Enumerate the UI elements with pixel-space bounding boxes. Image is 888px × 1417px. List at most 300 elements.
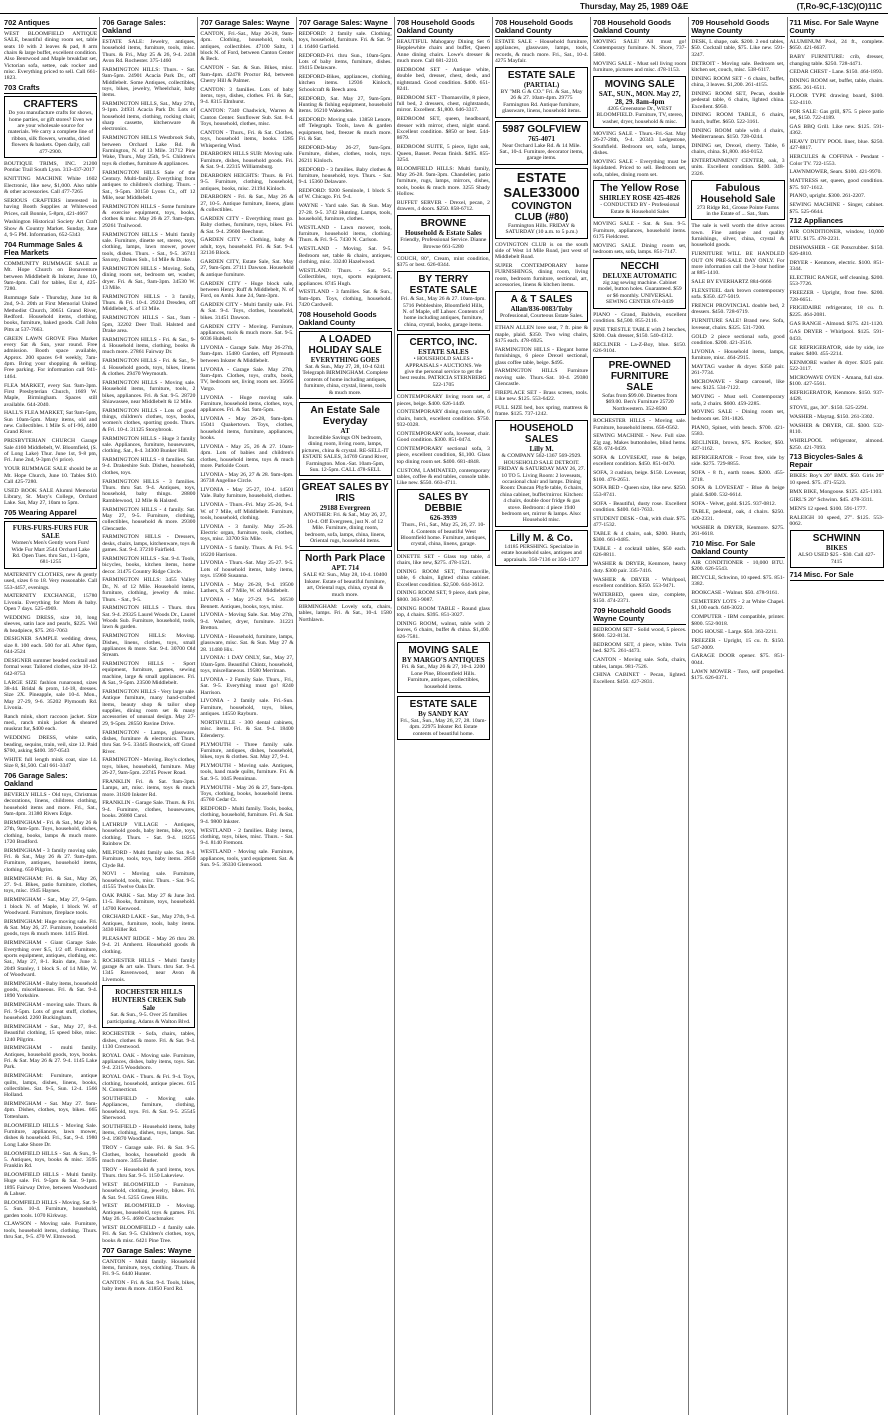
- classified-ad: ROCHESTER HILLS - Moving sale. Furniture, household items. 656-0562.: [593, 418, 687, 431]
- classified-ad: FARMINGTON HILLS - Dressers, desks, chairs, lamps, kitchenware, toys & games. Sat. 9-4. 37210 Fairfield.: [102, 534, 196, 554]
- classified-ad: BABY FURNITURE: crib, dresser, changing table. $250. 728-4471.: [789, 54, 884, 67]
- classified-ad: CANTON - Fri. & Sat. 9-4. Tools, bikes, baby items & more. 41850 Ford Rd.: [102, 1280, 196, 1293]
- classified-ad: BIRMINGHAM - Giant Garage Sale. Everything over $.5, 1/2 off. Furniture, sports equipment, antiques, clothing, etc. Sat., May 27, 8-1. Rain date, June 3. 2049 Stanley, 1 block S. of 14 Mile, W. of Woodward.: [4, 940, 98, 978]
- classified-ad: MATERNITY CLOTHES, new & gently used, sizes 6 to 18. Very reasonable. Call 553-4457, evenings.: [4, 571, 98, 591]
- classified-ad: GAS DRYER - Whirlpool. $125. 591-0433.: [789, 329, 884, 342]
- classified-ad: ENTERTAINMENT CENTER, oak, 3 units. Excellent condition. $400. 348-2326.: [691, 158, 785, 177]
- display-ad: [495, 121, 588, 165]
- classified-ad: DINING ROOM SET, Pecan, double pedestal table, 6 chairs, lighted china. Excellent. $950.: [691, 90, 785, 110]
- display-ad-body: Fri. & Sat., May 26 & 27. 10am-4pm. 5716 Pebbleshire, Bloomfield Hills, N. of Maple, off Lahser. Contents of home including antiques, furniture, china, crystal, books, garage items.: [400, 296, 486, 328]
- display-ad-body: Fri., Sat., Sun., May 26, 27, 28. 10am-4pm. 22975 Inkster Rd. Estate contents of beautiful home.: [400, 718, 487, 737]
- display-ad-headline: A LOADED HOLIDAY SALE: [308, 333, 382, 356]
- classified-ad: CANTON, Fri.-Sat., May 26-28, 9am-4pm. Clothing, household, tools, antiques, collectibles. 47100 Saltz, 1 block N. of Ford, between Canton Center & Beck.: [200, 31, 294, 63]
- classified-ad: CEMETERY LOTS - 2 at White Chapel. $1,100 each. 646-3022.: [691, 599, 785, 612]
- classified-column: [198, 17, 296, 1415]
- classified-ad: COUCH, 80", Cream, mint condition, $375 or best. 626-0344.: [396, 255, 490, 269]
- display-ad-subhead: 765-4071: [528, 134, 555, 143]
- section-header: 703 Crafts: [4, 84, 97, 94]
- classified-ad: GARDEN CITY - Moving. Furniture, appliances, tools & much more. Sat. 9-5. 6036 Hubbell.: [200, 323, 294, 343]
- classified-ad: FIREPLACE SET - Brass screen, tools. Like new. $125. 553-6422.: [494, 389, 589, 403]
- display-ad: [593, 258, 686, 309]
- display-ad-subhead: BIKES: [825, 544, 848, 553]
- classified-ad: REFRIGERATOR, Kenmore. $150. 937-4428.: [789, 390, 884, 403]
- classified-ad: BLOOMFIELD HILLS - Multi family. Huge sale. Fri. 9-5pm & Sat. 9-1pm. 1895 Fairway Drive, between Woodward & Lahser.: [4, 1172, 98, 1198]
- classified-ad: WEST BLOOMFIELD ANTIQUE SALE, beautiful dining room set, table seats 10 with 2 leaves & pad, 8 arm chairs & large buffet, excellent condition. Also Bentwood and Maple breakfast set, Victorian sofa, settee, oak rocker and misc. Everything priced to sell. Call 661-1823.: [4, 31, 98, 82]
- classified-ad: LIVONIA - Household, furniture, lamps, glassware, misc. Sat. & Sun. May 27 & 28. 11480 Hix.: [200, 633, 294, 653]
- classified-ad: DINING ROOM set, buffet, table, chairs. $395. 261-6511.: [789, 78, 884, 91]
- display-ad-headline: CERTCO, INC.: [409, 337, 478, 349]
- classified-ad: BLOOMFIELD HILLS - Moving. Sat. 9-5. Sun. 10-4. Furniture, household, garden tools. 1070 Kirkway.: [4, 1199, 98, 1219]
- classified-ad: CANTON: 7340 Chadwick, Warren & Canton Center. Sunflower Sub. Sat. 8-4. Toys, household, clothes, misc.: [200, 108, 294, 127]
- section-header: 707 Garage Sales: Wayne: [102, 1247, 195, 1257]
- classified-ad: FARMINGTON HILLS - Lots of good things, children's clothes, toys, books, women's clothes, sporting goods. Thurs. & Fri. 10-4. 31125 Stonybrook.: [102, 407, 196, 433]
- classified-ad: MILFORD - Multi family sale. Sat. 8-4. Furniture, tools, toys, baby items. 2850 Clyde Rd.: [102, 849, 196, 869]
- classified-ad: LARGE SIZE fashion runaround, sizes 38-44. Bridal & prom, 14-18, dresses. Size 2X. Pineapple, sale 10-4. Mon., May 27-29, 9-6. 35202 Plymouth Rd. Livonia.: [4, 679, 98, 711]
- classified-ad: FARMINGTON HILLS - 3 family, Thurs. & Fri. 10-4. 29224 Dresden, off Middlebelt, S. of 13 Mile.: [102, 293, 196, 313]
- classified-ad: MICROWAVE - Sharp carousel, like new. $125. 534-7122.: [691, 379, 785, 392]
- display-ad-body: Women's Men's Gently worn Furs! Wide Fur Mart 2544 Orchard Lake Rd. Open Tues. thru Sat., 11-5pm, 681-1255: [11, 540, 90, 566]
- date-line: Thursday, May 25, 1989 O&E: [580, 2, 689, 11]
- classified-ad: SERIOUS CRAFTERS interested in having Booth Supplies at Whitewood Prices, call Bonnie, 5-8pm, 421-4667: [4, 197, 98, 217]
- display-ad: [593, 76, 686, 128]
- display-ad-body: Do you manufacture crafts for shows, home parties, or gift stores? Even we are your wholesale source for materials. We carry a complete line of ribbon, silk flowers, wreaths, dried flowers & baskets. Open daily, call 477-2900.: [8, 110, 94, 155]
- classified-ad: WEST BLOOMFIELD - Furniture, household, clothing, jewelry, bikes. Fri. & Sat. 9-4. 5255 Green Hills.: [102, 1181, 196, 1201]
- display-ad-subhead: AT: [340, 426, 350, 435]
- classified-ad: BIRMINGHAM - 3 family moving sale, Fri. & Sat., May 26 & 27. 9am-4pm. Furniture, antiques, household items, clothing. 650 Pilgrim.: [4, 847, 98, 873]
- classified-ad: LIVONIA - Moving Sale. Sat. May 27th, 9-4. Washer, dryer, furniture. 31221 Bretton.: [200, 612, 294, 632]
- classified-ad: REFRIGERATOR - Frost free, side by side. $275. 729-8855.: [691, 455, 785, 468]
- classified-ad: LIVONIA - 5 family. Thurs. & Fri. 9-5. 16220 Harrison.: [200, 545, 294, 558]
- classified-ad: GARAGE DOOR opener. $75. 851-0044.: [691, 653, 785, 666]
- classified-ad: LAWNMOWER, Sears. $100. 421-9970.: [789, 169, 882, 176]
- classified-column: [788, 17, 886, 1415]
- classified-ad: WASHER & DRYER, Kenmore, heavy duty. $300 pair. 335-7416.: [593, 561, 687, 574]
- classified-ad: ESTATE SALE - Household furniture, appliances, glassware, lamps, tools, records, & much more. Fri., Sat., 10-4. 4275 Mayfair.: [494, 39, 589, 65]
- classified-ad: WAYNE - Yard sale. Sat. & Sun. May 27-28. 9-5. 3742 Hunting. Lamps, tools, household, furniture, clothes.: [298, 203, 392, 222]
- classified-ad: FRANKLIN Fri. & Sat. 9am-3pm. Lamps, art, misc. items, toys & much more. 31820 Inkster Rd.: [102, 778, 196, 798]
- classified-ad: DINING ROOM SET, 9 piece, dark pine, $800. 363-9087.: [396, 590, 490, 603]
- classified-ad: ORCHARD LAKE - Sat., May 27th, 9-4. Antiques, furniture, tools, baby items. 3430 Hiller Rd.: [102, 914, 196, 934]
- display-ad-body: 14185 PERSHING. Specialize in estate household sales, antiques and appraisals. 350-7136 or 350-1377: [501, 543, 582, 563]
- classified-ad: BEAUTIFUL Mahogany Dining Set 6 Hepplewhite chairs and buffet, Queen Anne dining chairs. Lowe's dresser & much more. Call 681-2210.: [396, 39, 490, 65]
- classified-ad: REDFORD: Moving sale. 13858 Lenore, off Telegraph. Tools, lawn & garden equipment, bed, freezer & much more. Fri. & Sat.: [298, 117, 392, 143]
- classified-ad: MOVING SALE - Dining room set, bedroom set. 591-1826.: [691, 409, 785, 422]
- classified-ad: FARMINGTON HILLS: 3455 Valley Dr., N. of 12 Mile. Household items, furniture, clothing, jewelry & misc. Thurs. - Sat., 9-5.: [102, 577, 196, 603]
- section-header: 713 Bicycles-Sales & Repair: [790, 453, 884, 471]
- classified-ad: DINING ROOM TABLE - Round glass top, 4 chairs. $395. 851-3027.: [396, 605, 490, 618]
- classified-ad: CLAWSON - Moving sale. Furniture, tools, household items, clothing. Thurs. thru Sat., 9-5. 470 W. Elmwood.: [4, 1221, 98, 1241]
- classified-ad: ETHAN ALLEN love seat, 7 ft. pine & maple, plaid. $350. Two wing chairs, $175 each. 478-6925.: [494, 325, 589, 345]
- classified-ad: MOVING SALE - Thurs.-Fri.-Sat. May 26-27-28th, 9-4. 20343 Ledgestone, Southfield. Bedroom set, sofa, lamps, dishes.: [593, 130, 687, 156]
- classified-ad: BIKES: Boy's 20" BMX. $50. Girls 26" 10 speed. $75. 471-5523.: [789, 473, 884, 486]
- classified-ad: CONTEMPORARY sectional sofa, 3 piece, excellent condition, $1,100. Glass top dining room set. $400. 681-4848.: [396, 446, 490, 465]
- section-header: 708 Household Goods Oakland County: [593, 19, 686, 37]
- classified-ad: FULL SIZE bed, box spring, mattress & frame. $125. 737-1242.: [494, 405, 589, 418]
- classified-ad: REDFORD-Bikes, appliances, clothing, kitchen items. 12936 Kinloch, Schoolcraft & Beech area.: [298, 74, 392, 93]
- classified-ad: BIRMINGHAM - Sat. May 27. 9am-4pm. Dishes, clothes, toys, bikes. 665 Tottenham.: [4, 1101, 98, 1120]
- classified-ad: MOVING SALE - Everything must be liquidated. Priced to sell. Bedroom set, sofa, tables, dining room set.: [593, 158, 687, 178]
- classified-ad: ELECTRIC RANGE, self cleaning. $200. 553-7726.: [789, 274, 884, 288]
- display-ad: [4, 96, 97, 158]
- display-ad-subhead: Lilly M.: [529, 445, 554, 454]
- classified-ad: The sale is well worth the drive across town. Fine antique and quality furnishings, silver, china, crystal & household goods.: [691, 223, 785, 249]
- display-ad-headline: BY TERRY ESTATE SALE: [409, 274, 478, 297]
- display-ad-subhead: Household & Estate Sales: [404, 229, 482, 238]
- section-header: 706 Garage Sales: Oakland: [4, 772, 97, 790]
- display-ad-headline: MOVING SALE: [604, 78, 675, 90]
- classified-column: [591, 17, 689, 1415]
- classified-ad: PLYMOUTH - Three family sale. Furniture, antiques, dishes, household, bikes, toys & clothes. Sat. May 27, 9-4.: [200, 741, 294, 761]
- classified-ad: FARMINGTON HILLS Westbrook Sub, between Orchard Lake Rd. & Farmington, N. of 13 Mile. 31712 Pine Wake, Thurs., May 25th, 9-5. Children's toys & clothes, furniture & appliances.: [102, 135, 196, 167]
- classified-ad: PIANO, upright. $300. 261-2207.: [789, 193, 866, 200]
- display-ad-headline: BROWNE: [420, 218, 467, 230]
- classified-ad: LAWN MOWER - Toro, self propelled. $175. 626-0371.: [691, 668, 785, 681]
- display-ad-body: zig zag sewing machine. Cabinet model, button holes. Guaranteed. $59 or $6 monthly. UNIVERSAL SEWING CENTER 674-0439: [597, 279, 682, 306]
- classified-ad: TABLE, pedestal, oak, 4 chairs. $250. 420-2331.: [691, 509, 785, 522]
- classified-ad: MICROWAVE OVEN - Amana, full size. $100. 427-5561.: [789, 374, 884, 388]
- classified-ad: FARMINGTON HILLS - Moving sale. Household items, furniture, tools, 2 bikes, appliances. Fri. & Sat. 9-5. 28720 Shiawassee, near Middlebelt & 12 Mile.: [102, 379, 196, 405]
- classified-ad: LIVONIA - May 26, 27 & 28. 9am-4pm. 36738 Angeline Circle.: [200, 471, 294, 485]
- classified-ad: LIVONIA - May 26-28, 9-4. 19500 Lathers, S. of 7 Mile, W. of Middlebelt.: [200, 581, 294, 595]
- classified-column: [297, 17, 395, 1415]
- classified-ad: BLOOMFIELD HILLS - Moving Sale. Furniture, appliances, lawn mower, dishes & household. Fri., Sat., 9-4. 1980 Long Lake Shore Dr.: [4, 1122, 98, 1148]
- classified-ad: STOVE, gas, 30". $150. 525-2294.: [789, 405, 868, 412]
- masthead-rule: [0, 13, 888, 14]
- classified-ad: LIVONIA - May 27-29. 9-5. 36530 Bennett. Antiques, books, toys, misc.: [200, 597, 294, 610]
- classified-ad: REDFORD, Sat. May 27, 9am-5pm. Hunting & fishing equipment, household items. 16210 Wakenden.: [298, 95, 392, 115]
- classified-ad: FARMINGTON HILLS - Sat., 9am - 5pm, 32202 Deer Trail. Halsted and Drake area.: [102, 315, 196, 334]
- display-ad-number: 33000: [538, 183, 580, 201]
- classified-ad: ROCHESTER - Sofa, chairs, tables, dishes, clothes & more. Fri. & Sat. 9-4. 1130 Crestwood.: [102, 1031, 196, 1050]
- classified-ad: ALUMINUM Pool, 24 ft., complete. $650. 421-6637.: [789, 39, 884, 52]
- classified-ad: LIVONIA - May 26-28, 9am-4pm. 15041 Quakertown. Toys, clothes, household items, furniture, appliances, books.: [200, 416, 294, 442]
- classified-ad: WEDDING DRESS, white satin, beading, sequins, train, veil, size 12. Paid $700, asking $400. 397-0543: [4, 735, 98, 754]
- section-header: 711 Misc. For Sale Wayne County: [790, 19, 884, 37]
- classified-ad: FARMINGTON HILLS Furniture moving sale. Thurs.-Sat. 10-4. 29380 Glencastle.: [494, 368, 589, 388]
- classified-ad: FRENCH PROVINCIAL double bed, 2 dressers. $450. 728-6719.: [691, 303, 785, 316]
- classified-ad: CHINA CABINET - Pecan, lighted. Excellent. $450. 427-2831.: [593, 672, 687, 685]
- section-header: 707 Garage Sales: Wayne: [200, 19, 293, 29]
- display-ad-subhead: (PARTIAL): [523, 80, 560, 89]
- classified-ad: GE REFRIGERATOR, side by side, ice maker. $400. 455-2214.: [789, 344, 884, 357]
- classified-ad: WEST BLOOMFIELD - 4 family sale. Fri. & Sat. 9-5. Children's clothes, toys, books & misc. 6421 Pine Tree.: [102, 1225, 196, 1244]
- display-ad-body: ANOTHER: Fri. & Sat., May 26, 27, 10-4. Off Evergreen, just N. of 12 Mile. Furniture, dining room, bedroom, sofa, lamps, china, linens, Oriental rugs, household items.: [303, 512, 387, 544]
- classified-ad: COMMUNITY RUMMAGE SALE at Mt. Hope Church on Bonaventure between Middlebelt & Inkster, June 10, 9am-4pm. Call for tables, Ext 4, 425-7280.: [4, 260, 98, 293]
- display-ad-body: Sat. & Sun., 9-5. Over 25 families participating. Adams & Walton Blvd.: [107, 1012, 191, 1025]
- display-ad-headline: NECCHI: [620, 260, 659, 272]
- classified-ad: CANTON - Sat. & Sun. Bikes, misc. 9am-4pm. 42478 Proctor Rd, between Cherry Hill & Palmer.: [200, 65, 294, 84]
- classified-ad: CANTON - Moving sale. Sofa, chairs, tables, lamps. 981-7526.: [593, 657, 687, 670]
- display-ad-headline: Fabulous Household Sale: [700, 182, 776, 205]
- classified-ad: DEARBORN - Fri. & Sat., May 26 & 27, 10-5. Antique furniture, linens, glass & collectibles.: [200, 194, 294, 214]
- classified-ad: REDFORD - Multi family. Tools, books, clothing, household, furniture. Fri. & Sat. 9-4. 9800 Inkster.: [200, 806, 294, 825]
- display-ad: [299, 550, 392, 601]
- classified-ad: FARMINGTON HILLS - Moving. Sofa, dining room set, bedroom set, washer, dryer. Fri. & Sat., 9am-3pm. 34530 W. 13 Mile.: [102, 265, 196, 291]
- classified-ad: Rummage Sale - Thursday, June 1st & 2nd, 9-3. 20th at First Memorial United Methodist Church, 30651 Grand River, Redford. Household items, clothing, books, furniture, baked goods. Call John Pitts at 537-7663.: [4, 295, 98, 333]
- classified-ad: SOUTHFIELD - Household items, baby items, clothing, dishes, toys, lamps. Sat. 9-4. 19870 Woodland.: [102, 1123, 196, 1143]
- classified-ad: REDFORD-May 26-27, 9am-5pm. Furniture, dishes, clothes, tools, toys. 26211 Kinloch.: [298, 145, 392, 164]
- classified-ad: FARMINGTON HILLS - Sport equipment, furniture, games, sewing machine, large & small appliances. Fri. & Sat., 9-5pm. 23500 Middlebelt.: [102, 661, 196, 687]
- classified-columns: [2, 17, 886, 1415]
- classified-ad: DINING ROOM TABLE, 6 chairs, hutch, buffet. $650. 522-3161.: [691, 112, 785, 125]
- display-ad-headline: HOUSEHOLD SALES: [509, 423, 574, 446]
- classified-ad: CONTEMPORARY dining room table, 6 chairs, hutch, excellent condition. $750. 932-0328.: [396, 409, 490, 429]
- classified-ad: SOFA - Beautiful, dusty rose. Excellent condition. $400. 641-7633.: [593, 500, 687, 513]
- classified-ad: WASHER - Maytag. $150. 261-3302.: [789, 414, 874, 421]
- classified-ad: DINING ROOM table with 4 chairs, Mediterranean. $150. 728-0244.: [691, 127, 785, 140]
- classified-ad: GARDEN CITY - Multi family sale. Fri. & Sat. 9-4. Toys, clothes, household, bikes. 31451 Dawson.: [200, 302, 294, 321]
- classified-ad: DINING set, Drexel, cherry. Table, 6 chairs, china. $1,800. 464-0152.: [691, 142, 785, 156]
- classified-ad: LIVONIA - May 25-27, 10-4. 14501 Yale. Baby furniture, household, clothes.: [200, 487, 294, 500]
- classified-ad: DESIGNER summer beaded cocktail and formal wear. Tailored clothes, size 10-12. 642-8753: [4, 658, 98, 677]
- classified-ad: LIVONIA - Thurs.-Fri. May 25-26, 9-4. W. of 7 Mile, off Middlebelt. Furniture, tools, household, clothing.: [200, 502, 294, 521]
- classified-ad: DESK, L shape, oak. $200. 2 end tables, $50. Cocktail table, $75. Like new. 591-3247.: [691, 39, 785, 58]
- classified-ad: SOFA, 3 cushion, beige. $150. Loveseat, $100. 476-2651.: [593, 470, 687, 483]
- display-ad-headline: SCHWINN: [812, 533, 861, 545]
- classified-ad: DINETTE SET - Glass top table, 4 chairs, like new, $275. 478-1521.: [396, 553, 490, 567]
- classified-ad: FURNITURE SALE! Brand new. Sofa, loveseat, chairs. $325. 531-7200.: [691, 318, 785, 331]
- display-ad: [397, 696, 490, 740]
- classified-ad: BIRMINGHAM - Fri. & Sat., May 26 & 27th, 9am-5pm. Toys, household, dishes, clothing, books, lamps & much more. 1720 Bradford.: [4, 819, 98, 845]
- classified-ad: FARMINGTON HILLS - 3 families. Thurs. thru Sat. 9-4. Antiques, toys, household, baby things. 28800 Ramblewood, 12 Mile & Halsted.: [102, 478, 196, 504]
- display-ad: [397, 334, 490, 391]
- display-ad-subhead: SAT., SUN., MON. May 27, 28, 29. 8am-4pm: [598, 89, 681, 106]
- classified-ad: DOG HOUSE - Large. $50. 363-2211.: [691, 629, 778, 636]
- classified-column: [2, 17, 100, 1415]
- classified-ad: ESTATE SALE: Jewelry, antiques, household items, furniture, tools, misc. Thurs. & Fri., May 25 & 26, 9-4. 2438 Avon Rd. Rochester. 375-1460: [102, 39, 196, 65]
- display-ad: [790, 530, 884, 568]
- classified-ad: BEDROOM SET, 4 piece, white. Twin bed. $275. 261-4473.: [593, 642, 687, 655]
- classified-ad: BEDROOM SET, queen, headboard, dresser with mirror, chest, night stand. Excellent condition. $850 or best. 544-8679.: [396, 116, 490, 142]
- display-ad: [691, 180, 784, 221]
- classified-ad: CONTEMPORARY living room set, 4 pieces, beige. $400. 626-1449.: [396, 394, 490, 407]
- classified-column: [395, 17, 493, 1415]
- classified-ad: GOLD 2 piece sectional sofa, good condition. $200. 421-3516.: [691, 333, 785, 346]
- classified-ad: CANTON - Multi family. Household items, furniture, toys, clothing. Thurs. & Fri. 9-5. 6440 Hunter.: [102, 1258, 196, 1278]
- display-ad-body: - CONDUCTED BY - Professional Estate & Household Sales: [600, 202, 680, 215]
- display-ad-headline: MOVING SALE: [408, 645, 479, 657]
- classified-ad: MOVING SALE! All must go! Contemporary furniture. N. Shore, 737-5800.: [593, 39, 687, 58]
- classified-ad: BLOOMFIELD HILLS - Sat. & Sun., 9-5. Antiques, toys, books & misc. 3595 Franklin Rd.: [4, 1150, 98, 1170]
- classified-ad: FARMINGTON - Lamps, glassware, dishes, furniture & electronics. Thurs. thru Sat. 9-5. 33445 Bostwick, off Grand River.: [102, 729, 196, 755]
- classified-ad: RALEIGH 10 speed, 27". $125. 553-0062.: [789, 515, 884, 528]
- display-ad-body: • HOUSEHOLD SALES • APPRAISALS • AUCTIONS. We give the personal service to get the best results. PATRICIA STERNBERG 522-1705: [400, 356, 487, 388]
- display-ad: [397, 215, 490, 253]
- masthead: [0, 0, 888, 12]
- classified-ad: MOVING SALE - Must sell living room furniture, pictures and misc. 478-1153.: [593, 60, 687, 73]
- display-ad-body: & COMPANY 562-1367 569-2929. HOUSEHOLD SALE DETROIT. FRIDAY & SATURDAY MAY 26, 27. 10 TO 5. Living Room: 2 loveseats, occasional chair and lamps. Dining Room: Duncan Phyfe table, 6 chairs, china cabinet, buffet/mirror. Kitchen: 4 chairs, double door fridge & gas stove. Bedroom: 4 piece 1940 bedroom set, mirror & lamps. Also: Household misc.: [498, 453, 585, 524]
- classified-ad: FARMINGTON HILLS Sale of the Century. Multi-family. Everything from antiques to children's clothing. Thurs. - Sat., 9-5pm. 30150 Lyons Ct., off 12 Mile, near Middlebelt.: [102, 169, 196, 201]
- classified-ad: YOUR RUMMAGE SALE should be at Mt. Hope Church, June 10. Tables $10. Call 425-7280.: [4, 466, 98, 485]
- classified-ad: STUDENT DESK - Oak, with chair. $75. 477-1532.: [593, 515, 687, 529]
- section-header: 704 Rummage Sales & Flea Markets: [4, 241, 97, 259]
- display-ad: [299, 479, 392, 547]
- display-ad-headline: CRAFTERS: [23, 99, 78, 111]
- classified-ad: SEWING MACHINE - Singer, cabinet. $75. 525-6644.: [789, 202, 884, 215]
- classified-ad: WATERBED, queen size, complete, $150. 474-2371.: [593, 591, 687, 605]
- classified-ad: TROY - Household & yard items, toys. Thurs. thru Sat. 9-5. 1150 Lakeview.: [102, 1166, 196, 1180]
- classified-ad: PLYMOUTH - May 26 & 27, 9am-4pm. Toys, clothing, books, household items. 45760 Cedar Ct.: [200, 784, 294, 804]
- classified-ad: NORTHVILLE - 300 dental cabinets, misc. items. Fri. & Sat. 9-4. 18400 Edenderry.: [200, 720, 294, 739]
- classified-ad: FARMINGTON HILLS - Fri. & Sat., 9-4. Household items, clothing, books & much more. 27861 Fairway Dr.: [102, 336, 196, 356]
- classified-ad: MOVING - Must sell. Contemporary sofa, 2 chairs. $600. 459-2285.: [691, 394, 785, 407]
- classified-ad: WHIRLPOOL refrigerator, almond. $250. 421-7093.: [789, 438, 884, 451]
- section-header: 705 Wearing Apparel: [4, 509, 97, 519]
- classified-ad: PIANO - Grand, Baldwin, excellent condition. $4,500. 855-2116.: [593, 311, 687, 324]
- classified-ad: FARMINGTON HILLS - Thurs. thru Sat. 9-4. 29325 Laurel Woods Dr., Laurel Woods Sub. Furniture, household, tools, lawn & garden.: [102, 605, 196, 631]
- classified-ad: WESTLAND - 3 families. Sat. & Sun., 9am-4pm. Toys, clothing, household. 7420 Cardwell.: [298, 289, 392, 309]
- section-header: 708 Household Goods Oakland County: [397, 19, 490, 37]
- classified-ad: FURNITURE WILL BE HANDLED OUT ON PRE-SALE DAY ONLY. For more information call the 3-hour hotline at 885-1410.: [691, 251, 785, 277]
- display-ad: [495, 291, 588, 322]
- classified-ad: CANTON: 3 families. Lots of baby items, toys, dishes, clothes. Fri. & Sat., 9-4. 8315 Elmhurst.: [200, 86, 294, 106]
- display-ad-subhead: APT. 714: [331, 564, 359, 573]
- classified-ad: TABLE & 4 chairs, oak, $200. Hutch, $300. 661-0485.: [593, 530, 687, 544]
- display-ad-body: Sat. & Sun., May 27, 28, 10-4 6241 Telegraph BIRMINGHAM. Complete contents of home including antiques, furniture, china, crystal, linens, tools & much more.: [302, 363, 388, 396]
- classified-ad: FARMINGTON HILLS - Sat. 9-4. Tools, bicycles, books, kitchen items, home decor. 31475 Country Ridge Circle.: [102, 555, 196, 575]
- classified-ad: LIVONIA - Garage Sale. May 26-27th, 9am-4pm. 15480 Garden, off Plymouth between Inkster & Middlebelt.: [200, 345, 294, 364]
- display-ad-headline: COVINGTON CLUB (#80): [511, 200, 572, 223]
- section-header: 708 Household Goods Oakland County: [299, 311, 392, 329]
- classified-ad: RECLINER - La-Z-Boy, blue. $150. 626-9104.: [593, 341, 687, 355]
- display-ad-subhead: Allan/836-0083/Toby: [510, 304, 573, 313]
- classified-ad: FLEA MARKET, every Sat. 9am-3pm. First Presbyterian Church, 1669 W. Maple, Birmingham. Spaces still available. 644-2040.: [4, 382, 98, 408]
- classified-ad: TROY - Garage sale. Fri. & Sat. 9-5. Clothes, books, household goods & much more. 3455 Butler.: [102, 1145, 196, 1164]
- classified-ad: CUSTOM, LAMINATED, contemporary tables, coffee & end tables, console table. Like new. $550. 663-4711.: [396, 467, 490, 487]
- section-header: 702 Antiques: [4, 19, 97, 29]
- classified-ad: Ranch mink, short raccoon jacket. Size med., ranch mink jacket & sheared muskrat fur, $400 each.: [4, 713, 98, 733]
- classified-ad: FARMINGTON HILLS - Elegant home furnishings, 6 piece Drexel sectional, glass coffee table, beige. $495.: [494, 346, 589, 366]
- classified-ad: WESTLAND - Moving sale. Furniture, appliances, tools, yard equipment. Sat. & Sun. 9-5. 36330 Glenwood.: [200, 849, 294, 868]
- display-ad: [397, 271, 490, 331]
- classified-ad: SOFA - 8 ft., earth tones. $200. 455-3718.: [691, 470, 785, 483]
- classified-ad: WESTLAND: Thurs. - Sat. 9-5. Collectibles, toys, sports equipment, appliances. 8745 Hugh.: [298, 267, 392, 287]
- display-ad-headline: Lilly M. & Co.: [510, 532, 573, 544]
- classified-ad: LIVONIA - 3 family. May 25-26. Electric organ, furniture, tools, clothes, toys, misc. 33700 Six Mile.: [200, 523, 294, 543]
- classified-ad: WESTLAND - Lawn mower, tools, furniture, household items, clothing. Thurs. & Fri. 9-5. 7430 N. Carlson.: [298, 224, 392, 244]
- classified-ad: MOVING SALE - Sat. & Sun. 9-5. Furniture, appliances, household items. 6175 Fieldcrest.: [593, 221, 687, 240]
- classified-ad: DEARBORN HILLS SUB: Moving sale. Furniture, dishes, household goods. Fri. & Sat. 9-4. 22315 Williamsburg.: [200, 151, 294, 171]
- classified-ad: BMX BIKE, Mongoose. $125. 425-1103.: [789, 488, 883, 495]
- classified-ad: DRYER - Kenmore, electric. $100. 851-3344.: [789, 259, 884, 273]
- classified-ad: FREEZER - Upright, frost free. $200. 728-6651.: [789, 290, 884, 303]
- classified-ad: WASHER & DRYER - Whirlpool, excellent condition. $350. 553-9471.: [593, 576, 687, 589]
- section-header: 709 Household Goods Wayne County: [593, 607, 686, 625]
- classified-ad: REDFORD: 9200 Seminole, 1 block S. of W. Chicago. Fri. 9-4.: [298, 188, 392, 201]
- classified-ad: CEDAR CHEST - Lane. $150. 464-1893.: [789, 69, 883, 76]
- display-ad-headline: PRE-OWNED FURNITURE SALE: [608, 360, 671, 394]
- display-ad: [593, 357, 686, 415]
- display-ad-subhead: ESTATE SALES: [418, 348, 469, 357]
- classified-ad: HEAVY DUTY POOL liner, blue. $250. 427-8817.: [789, 138, 884, 152]
- classified-ad: BICYCLE, Schwinn, 10 speed. $75. 851-3382.: [691, 574, 785, 588]
- classified-ad: FRANKLIN - Garage Sale. Thurs. & Fri. 9-4. Furniture, clothes, housewares, books. 26860 Carol.: [102, 800, 196, 820]
- section-header: 706 Garage Sales: Oakland: [102, 19, 195, 37]
- classified-ad: BIRMINGHAM - multi family. Antiques, household goods, toys, books. Fri. & Sat. May 26 & 27. 9-4. 1145 Lake Park.: [4, 1045, 98, 1071]
- classified-ad: TABLE - 4 cocktail tables, $50 each. 626-8811.: [593, 546, 687, 559]
- classified-ad: LIVONIA - Huge moving sale. Furniture, household items, clothes, toys, appliances. Fri. & Sat. 9am-5pm.: [200, 394, 294, 414]
- display-ad-kicker: ESTATE SALE: [503, 169, 567, 200]
- display-ad: [4, 521, 97, 569]
- display-ad-subhead: FURS-FURS-FURS FUR SALE: [12, 524, 89, 541]
- classified-ad: BIRMINGHAM: Lovely sofa, chairs, tables, lamps. Fri. & Sat., 10-4. 1580 Northlawn.: [298, 604, 392, 623]
- classified-ad: BEDROOM SET - Thomasville, 8 piece, full bed, 2 dressers, chest, nightstands, mirror. Excellent. $1,800. 646-3317.: [396, 94, 490, 114]
- display-ad: [299, 402, 392, 476]
- classified-ad: FARMINGTON HILLS - Multi family sale. Furniture, dinette set, stereo, toys, clothing, lamps, lawn mower, power tools, dishes. Thurs. - Sat., 9-5. 36741 Saxony, Drakes Sub., 14 Mile & Drake.: [102, 231, 196, 263]
- classified-ad: SUPER CONTEMPORARY home FURNISHINGS, dining room, living room, bedroom furniture, sectional, art, accessories, linens & kitchen items.: [494, 263, 589, 289]
- classified-ad: PIANO, Spinet, with bench. $700. 421-5583.: [691, 424, 785, 437]
- classified-ad: AIR CONDITIONER, window, 10,000 BTU. $175. 478-2231.: [789, 229, 884, 242]
- classified-ad: CONTEMPORARY sofa, loveseat, chair. Good condition. $300. 851-0474.: [396, 430, 490, 444]
- classified-ad: LIVONIA: 1 DAY ONLY, Sat., May 27, 10am-5pm. Beautiful Chintz, household, toys, miscellaneous. 19580 Merriman.: [200, 655, 294, 675]
- classified-ad: FRIGIDAIRE refrigerator, 18 cu. ft. $225. 464-2081.: [789, 305, 884, 318]
- classified-ad: BIRMINGHAM: Huge moving sale. Fri. & Sat. May 26, 27. Furniture, household goods, toys & much more. 1415 Bird.: [4, 918, 98, 938]
- classified-column: [689, 17, 787, 1415]
- classified-ad: SALE BY EVERHARTZ 884-6666: [691, 279, 772, 286]
- display-ad-body: Farmington Hills. FRIDAY & SATURDAY (10 a.m. to 5 p.m.): [505, 222, 578, 236]
- display-ad-body: Incredible Savings ON bedroom, dining room, living room, lamps, pictures, china & crystal. RE-SELL-IT ESTATE SALES, 34769 Grand River, Farmington. Mon.-Sat. 10am-5pm, Sun. 12-5pm. CALL 478-SELL: [301, 434, 389, 473]
- classified-ad: KNITTING MACHINE White 1602 Electronic, like new, $1,000. Also table & other accessories. Call 477-7265: [4, 176, 98, 195]
- classified-ad: BLOOMFIELD HILLS: Multi family, May 26-28. 9am-3pm. Chandelier, patio furniture, rugs, lamps, mirrors, dishes, tools, books & much more. 3255 Shady Hollow.: [396, 165, 490, 198]
- section-header: 714 Misc. For Sale: [790, 571, 884, 581]
- classified-ad: GIRL'S 20" Schwinn. $45. 478-3311.: [789, 497, 874, 504]
- classified-ad: DINING ROOM, walnut, table with 2 leaves, 6 chairs, buffet & china. $1,400. 626-7581.: [396, 620, 490, 640]
- display-ad: [495, 67, 588, 118]
- classified-ad: MOVING SALE. Dining room set, bedroom sets, sofa, lamps. 851-7147.: [593, 242, 687, 256]
- display-ad-subhead: BY MARGO'S ANTIQUES: [402, 656, 485, 665]
- classified-ad: FARMINGTON HILLS: Thurs. - Sat. 9am-5pm. 24901 Acacia Park Dr., off Middlebelt. Some Antiques, collectibles, toys, bikes, jewelry, Wheelchair, baby items.: [102, 66, 196, 99]
- classified-ad: WASHER & DRYER, Kenmore. $275. 261-6618.: [691, 524, 785, 537]
- display-ad-body: SALE #2: Sun., May 28, 10-4. 10400 Inkster. Estate of beautiful furniture, art, Oriental rugs, china, crystal & much more.: [303, 572, 388, 598]
- classified-ad: LIVONIA - Household items, lamps, furniture, misc. 464-2915.: [691, 348, 785, 362]
- display-ad-headline: 5987 GOLFVIEW: [502, 123, 581, 135]
- display-ad-body: Professional, Courteous Estate Sales.: [499, 312, 584, 319]
- display-ad-body: ALSO USED $25 - $30. Call 427-7415: [797, 552, 876, 565]
- classified-ad: FARMINGTON - Moving. Boy's clothes, toys, bikes, household, furniture. May 26-27, 9am-5pm. 23745 Power Road.: [102, 757, 196, 777]
- classified-ad: SOUTHFIELD - Moving sale. Appliances, furniture, clothing, household, toys. Fri. & Sat. 9-5. 25545 Sherwood.: [102, 1095, 196, 1121]
- display-ad-subhead: By SANDY KAY: [418, 710, 469, 718]
- classified-ad: FREEZER - Upright, 15 cu. ft. $150. 547-2009.: [691, 638, 785, 651]
- classified-ad: BEDROOM SUITE, 5 piece, light oak, Queen, Basset. Pecan finish. $495. 855-3254.: [396, 144, 490, 163]
- classified-ad: WEST BLOOMFIELD - Moving. Antiques, household, toys & games. Fri. May 26. 9-5. 4680 Coachmaker.: [102, 1203, 196, 1223]
- display-ad-headline: North Park Place: [305, 553, 386, 565]
- classified-ad: DEARBORN HEIGHTS: Thurs. & Fri. 9-5. Furniture, clothing, household, antiques, books, misc. 21194 Kinloch.: [200, 172, 294, 192]
- classified-ad: BOUTIQUE TRIMS, INC. 21200 Pontiac Trail South Lyon. 313-437-2017: [4, 161, 98, 174]
- classified-ad: WASHER & DRYER, GE. $300. 532-8110.: [789, 423, 884, 436]
- classified-ad: ROYAL OAK - Moving sale. Furniture, appliances, dishes, baby items, toys. Sat. 9-4. 2315 Woodsboro.: [102, 1052, 196, 1072]
- classified-ad: FOR SALE: Gas grill, $75. 5 piece patio set, $150. 722-4189.: [789, 108, 884, 121]
- classified-ad: OAK PARK - Sat. May 27 & June 3rd. 11-5. Books, furniture, toys, household. 14700 Kenwood.: [102, 892, 196, 912]
- classified-ad: ROYAL OAK - Thurs. & Fri. 9-4. Toys, clothing, household, antique pieces. 615 N. Connecticut.: [102, 1074, 196, 1093]
- display-ad-headline: ESTATE SALE: [409, 699, 478, 710]
- classified-ad: MATERNITY EXCHANGE, 15780 Livonia. Everything for Mom & baby. Open 7 days. 525-4969.: [4, 593, 98, 613]
- classified-ad: MEN'S 12 speed. $100. 591-1777.: [789, 506, 867, 513]
- classified-ad: BUFFET SERVER - Drexel, pecan, 2 drawers, 4 doors. $250. 858-6712.: [396, 199, 490, 213]
- display-ad-subhead: DELUXE AUTOMATIC: [602, 271, 677, 280]
- classified-ad: BEDROOM SET - Antique white, double bed, dresser, chest, desk, and nightstand. Good condition. $400. 651-8241.: [396, 66, 490, 92]
- classified-ad: BOOKCASE - Walnut. $50. 478-9161.: [691, 590, 779, 597]
- display-ad-body: 4205 Greenstone Dr., WEST BLOOMFIELD. Furniture, TV, stereo, washer, dryer, household & misc.: [596, 105, 684, 125]
- display-ad: [495, 420, 588, 526]
- classified-ad: DINING ROOM SET, Thomasville, table, 6 chairs, lighted china cabinet. Excellent condition. $2,500. 644-3612.: [396, 568, 490, 588]
- classified-ad: BIRMINGHAM: Fri. & Sat., May 26, 27. 9-4. Bikes, patio furniture, clothes, toys, misc. 1945 Haynes.: [4, 875, 98, 895]
- section-name: O&E: [671, 2, 689, 11]
- display-ad-headline: The Yellow Rose: [600, 183, 680, 195]
- display-ad-headline: An Estate Sale Everyday: [310, 404, 380, 427]
- classified-column: [493, 17, 591, 1415]
- classified-ad: GARDEN CITY - Everything must go. Baby clothes, furniture, toys, bikes. Fri. & Sat. 9-4. 29600 Beechnut.: [200, 215, 294, 235]
- display-ad-subhead: ROCHESTER HILLS HUNTERS CREEK Sub Sale: [111, 988, 186, 1013]
